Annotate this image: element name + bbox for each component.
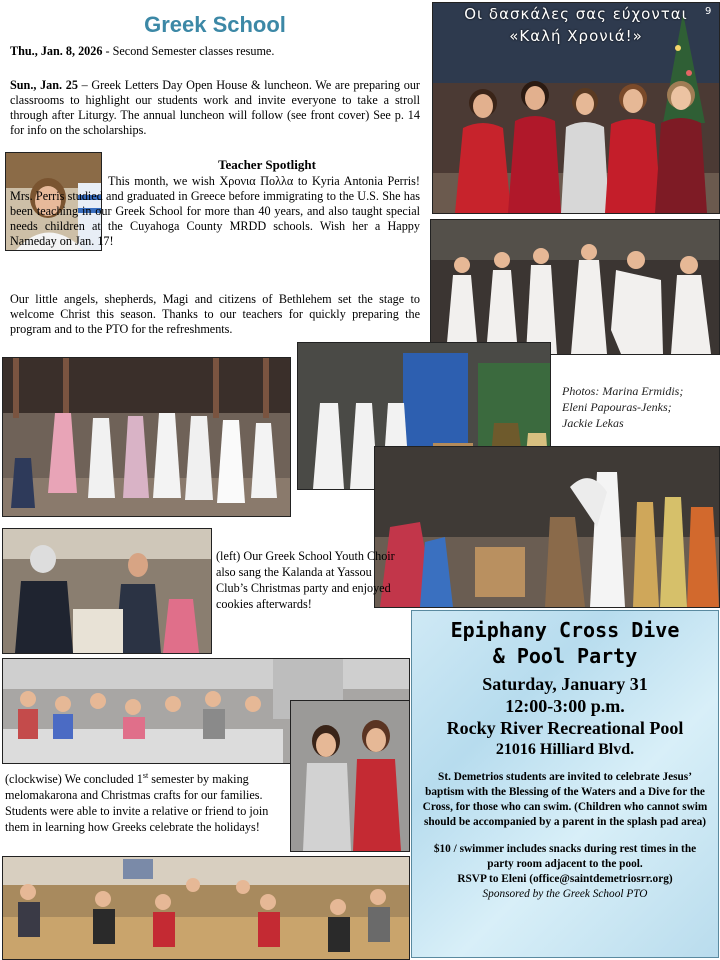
epiphany-date: Saturday, January 31 — [482, 674, 648, 694]
photo-credit-1: Photos: Marina Ermidis; — [562, 384, 684, 398]
epiphany-address: 21016 Hilliard Blvd. — [495, 741, 635, 758]
choir-caption: (left) Our Greek School Youth Choir also sang the Kalanda at Yassou Club’s Christmas party and enjoyed cookies afterwards! — [216, 549, 395, 611]
photo-credit-3: Jackie Lekas — [562, 416, 624, 430]
event-jan25-date: Sun., Jan. 25 — [10, 78, 78, 92]
epiphany-rsvp[interactable]: RSVP to Eleni (office@saintdemetriosrr.org) — [457, 873, 673, 885]
event-jan25-text: – Greek Letters Day Open House & luncheon. We are preparing our classrooms to highlight our students work and invite everyone to take a stroll through after Liturgy. The annual luncheon will follow (see front cover) See p. 14 for info on the scholarships. — [10, 78, 420, 137]
event-jan8 — [10, 44, 420, 59]
epiphany-time: 12:00-3:00 p.m. — [505, 696, 625, 716]
teachers-photo-caption — [434, 3, 718, 47]
semester-caption-start: (clockwise) We concluded 1 — [5, 772, 143, 787]
semester-caption-sup: st — [142, 771, 149, 780]
page-title: Greek School — [144, 12, 286, 37]
semester-caption-end: semester by making melomakarona and Christmas crafts for our families. Students were able to invite a relative or friend to join them in learning how Greeks celebrate the holidays! — [5, 772, 269, 835]
magi-photo — [374, 446, 720, 608]
photo-credits — [562, 383, 718, 431]
girls-photo — [290, 700, 410, 852]
semester-caption — [5, 768, 283, 835]
epiphany-title-line2: & Pool Party — [492, 644, 638, 668]
yassou-club-photo — [2, 528, 212, 654]
photo-credit-2: Eleni Papouras-Jenks; — [562, 400, 672, 414]
event-jan8-date: Thu., Jan. 8, 2026 — [10, 44, 103, 58]
spotlight-heading: Teacher Spotlight — [218, 157, 316, 172]
epiphany-sponsor: Sponsored by the Greek School PTO — [482, 888, 648, 900]
epiphany-pricing: $10 / swimmer includes snacks during rest times in the party room adjacent to the pool. — [433, 843, 697, 870]
classroom-photo — [2, 856, 410, 960]
epiphany-venue: Rocky River Recreational Pool — [446, 718, 684, 738]
event-jan8-text: - Second Semester classes resume. — [102, 44, 275, 58]
spotlight-text: This month, we wish Χρονια Πολλα to Kyria Antonia Perris! Mrs. Perris studied and graduated in Greece before immigrating to the U.S. She has been teaching in our Greek School for more than 40 years, and also taught special needs children at the Cuyahoga County MRDD schools. Wish her a Happy Nameday on Jan. 17! — [10, 174, 420, 248]
teachers-caption-line1: Οι δασκάλες σας εύχονται — [464, 5, 688, 23]
epiphany-title-line1: Epiphany Cross Dive — [450, 618, 680, 642]
page-number: 9 — [705, 6, 712, 17]
epiphany-flyer — [411, 610, 719, 958]
choir-stage-photo — [2, 357, 291, 517]
pageant-text: Our little angels, shepherds, Magi and citizens of Bethlehem set the stage to welcome Christ this season. Thanks to our teachers for quickly preparing the program and to the PTO for the refreshments. — [10, 292, 420, 336]
epiphany-invite: St. Demetrios students are invited to celebrate Jesus’ baptism with the Blessing of the Waters and a Dive for the Cross, for those who can swim. (Children who cannot swim should be accompanied by a parent in the splash pad area) — [422, 771, 708, 828]
teachers-caption-line2: «Καλή Χρονιά!» — [509, 27, 643, 45]
event-jan25 — [10, 78, 420, 138]
angels-photo — [430, 219, 720, 355]
